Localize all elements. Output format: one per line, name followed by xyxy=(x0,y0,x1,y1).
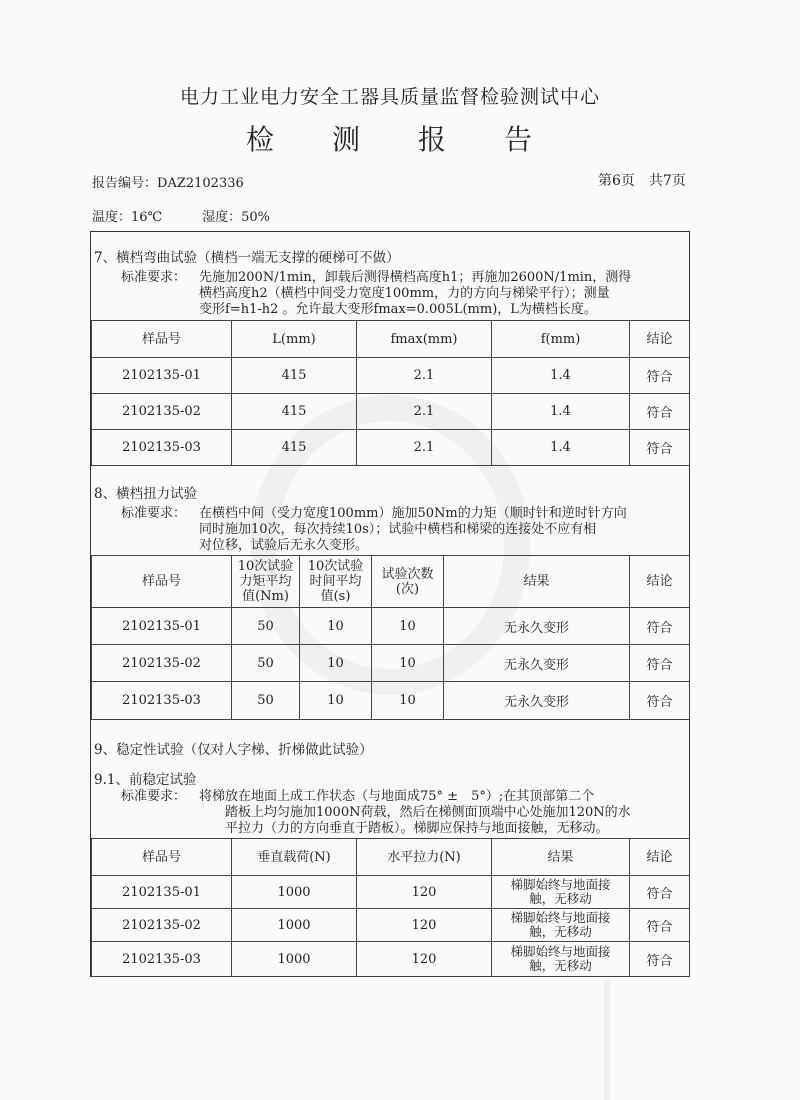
std-label: 标准要求： xyxy=(121,270,187,285)
cell: 1.4 xyxy=(492,394,630,430)
std-line: 在横档中间（受力宽度100mm）施加50Nm的力矩（顺时针和逆时针方向 xyxy=(199,506,627,521)
table-row xyxy=(92,909,690,942)
table-row xyxy=(92,394,690,430)
cell-line: 触，无移动 xyxy=(529,958,592,973)
std-line: 对位移，试验后无永久变形。 xyxy=(199,538,369,553)
table-row xyxy=(92,608,690,645)
col-header: 结论 xyxy=(630,839,690,876)
cell: 2.1 xyxy=(357,430,492,466)
col-header: 样品号 xyxy=(92,839,232,876)
header-line: (次) xyxy=(395,581,420,597)
header-line: 值(Nm) xyxy=(242,589,289,604)
section-9-table xyxy=(91,838,690,977)
cell: 50 xyxy=(232,682,300,720)
section-9-standard xyxy=(121,789,691,837)
report-number xyxy=(92,172,244,191)
environment xyxy=(92,206,310,225)
header-line: 力矩平均 xyxy=(239,574,292,589)
temperature: 温度：16℃ xyxy=(92,210,163,225)
col-header: f(mm) xyxy=(492,321,630,358)
cell: 2102135-03 xyxy=(92,682,232,720)
std-label: 标准要求： xyxy=(121,506,187,521)
cell: 符合 xyxy=(630,942,690,977)
cell: 120 xyxy=(357,876,492,909)
title-char: 测 xyxy=(331,123,362,156)
cell-line: 触，无移动 xyxy=(529,891,592,906)
col-header: 水平拉力(N) xyxy=(357,839,492,876)
col-header: 结果 xyxy=(444,556,630,608)
cell: 无永久变形 xyxy=(444,682,630,720)
cell: 1.4 xyxy=(492,358,630,394)
cell: 2102135-03 xyxy=(92,430,232,466)
col-header: 垂直载荷(N) xyxy=(232,839,357,876)
report-no-value: DAZ2102336 xyxy=(157,176,244,191)
cell: 符合 xyxy=(630,394,690,430)
page-info: 第6页 共7页 xyxy=(598,173,686,189)
cell: 2102135-03 xyxy=(92,942,232,977)
cell: 2102135-02 xyxy=(92,909,232,942)
section-8-heading: 8、横档扭力试验 xyxy=(94,486,198,502)
report-frame xyxy=(90,231,690,977)
cell-line: 梯脚始终与地面接 xyxy=(510,910,611,925)
col-header: 结论 xyxy=(630,556,690,608)
cell: 1000 xyxy=(232,909,357,942)
table-row xyxy=(92,942,690,977)
title-char: 告 xyxy=(504,123,535,156)
std-line: 横档高度h2（横档中间受力宽度100mm，力的方向与梯梁平行）；测量 xyxy=(199,286,610,301)
cell: 10 xyxy=(300,645,372,682)
cell: 2102135-02 xyxy=(92,645,232,682)
col-header: 样品号 xyxy=(92,321,232,358)
cell xyxy=(492,909,630,942)
cell-line: 梯脚始终与地面接 xyxy=(510,944,611,959)
std-line: 先施加200N/1min，卸载后测得横档高度h1；再施加2600N/1min，测得 xyxy=(199,270,632,285)
cell: 50 xyxy=(232,608,300,645)
cell: 2.1 xyxy=(357,358,492,394)
col-header: 结论 xyxy=(630,321,690,358)
col-header: L(mm) xyxy=(232,321,357,358)
title-char: 报 xyxy=(418,123,449,156)
std-line: 将梯放在地面上成工作状态（与地面成75° ± 5°）;在其顶部第二个 xyxy=(199,789,595,804)
cell: 120 xyxy=(357,909,492,942)
cell: 符合 xyxy=(630,645,690,682)
cell: 2102135-01 xyxy=(92,876,232,909)
col-header xyxy=(232,556,300,608)
section-7-table xyxy=(91,320,690,466)
cell xyxy=(492,942,630,977)
cell: 2102135-01 xyxy=(92,358,232,394)
cell: 10 xyxy=(372,645,444,682)
col-header: 结果 xyxy=(492,839,630,876)
cell-line: 触，无移动 xyxy=(529,924,592,939)
section-8-table xyxy=(91,555,690,720)
report-no-label: 报告编号： xyxy=(92,176,158,191)
cell: 符合 xyxy=(630,909,690,942)
cell: 1000 xyxy=(232,876,357,909)
cell: 2102135-01 xyxy=(92,608,232,645)
section-9-1-heading: 9.1、前稳定试验 xyxy=(94,772,197,788)
humidity: 湿度：50% xyxy=(202,210,270,225)
org-name: 电力工业电力安全工器具质量监督检验测试中心 xyxy=(179,86,600,108)
cell: 415 xyxy=(232,358,357,394)
cell: 1.4 xyxy=(492,430,630,466)
cell xyxy=(492,876,630,909)
col-header xyxy=(300,556,372,608)
cell-line: 梯脚始终与地面接 xyxy=(510,877,611,892)
std-line: 平拉力（力的方向垂直于踏板）。梯脚应保持与地面接触，无移动。 xyxy=(225,821,609,836)
cell: 50 xyxy=(232,645,300,682)
col-header: 样品号 xyxy=(92,556,232,608)
cell: 符合 xyxy=(630,430,690,466)
section-7-standard xyxy=(121,270,691,318)
cell: 1000 xyxy=(232,942,357,977)
header-line: 试验次数 xyxy=(381,566,434,582)
cell: 10 xyxy=(300,608,372,645)
doc-title xyxy=(0,118,780,158)
cell: 符合 xyxy=(630,682,690,720)
cell: 10 xyxy=(300,682,372,720)
header-line: 10次试验 xyxy=(307,559,364,574)
table-row xyxy=(92,358,690,394)
cell: 符合 xyxy=(630,608,690,645)
cell: 无永久变形 xyxy=(444,608,630,645)
table-row xyxy=(92,682,690,720)
col-header: fmax(mm) xyxy=(357,321,492,358)
section-7-heading: 7、横档弯曲试验（横档一端无支撑的硬梯可不做） xyxy=(94,250,400,266)
section-8-standard xyxy=(121,506,691,554)
table-row xyxy=(92,876,690,909)
std-label: 标准要求： xyxy=(121,789,187,804)
header-line: 10次试验 xyxy=(237,559,294,574)
title-char: 检 xyxy=(245,123,276,156)
cell: 120 xyxy=(357,942,492,977)
header-line: 时间平均 xyxy=(309,574,362,589)
std-line: 变形f=h1-h2 。允许最大变形fmax=0.005L(mm)，L为横档长度。 xyxy=(199,302,597,317)
cell: 符合 xyxy=(630,876,690,909)
table-row xyxy=(92,430,690,466)
cell: 10 xyxy=(372,682,444,720)
std-line: 同时施加10次，每次持续10s）；试验中横档和梯梁的连接处不应有相 xyxy=(199,522,597,537)
cell: 415 xyxy=(232,430,357,466)
cell: 无永久变形 xyxy=(444,645,630,682)
scan-stripe xyxy=(604,980,610,1100)
cell: 2102135-02 xyxy=(92,394,232,430)
section-9-heading: 9、稳定性试验（仅对人字梯、折梯做此试验） xyxy=(94,742,373,758)
std-line: 踏板上均匀施加1000N荷载，然后在梯侧面顶端中心处施加120N的水 xyxy=(225,805,631,820)
cell: 10 xyxy=(372,608,444,645)
cell: 符合 xyxy=(630,358,690,394)
header-line: 值(s) xyxy=(320,589,351,604)
col-header xyxy=(372,556,444,608)
cell: 2.1 xyxy=(357,394,492,430)
table-row xyxy=(92,645,690,682)
cell: 415 xyxy=(232,394,357,430)
